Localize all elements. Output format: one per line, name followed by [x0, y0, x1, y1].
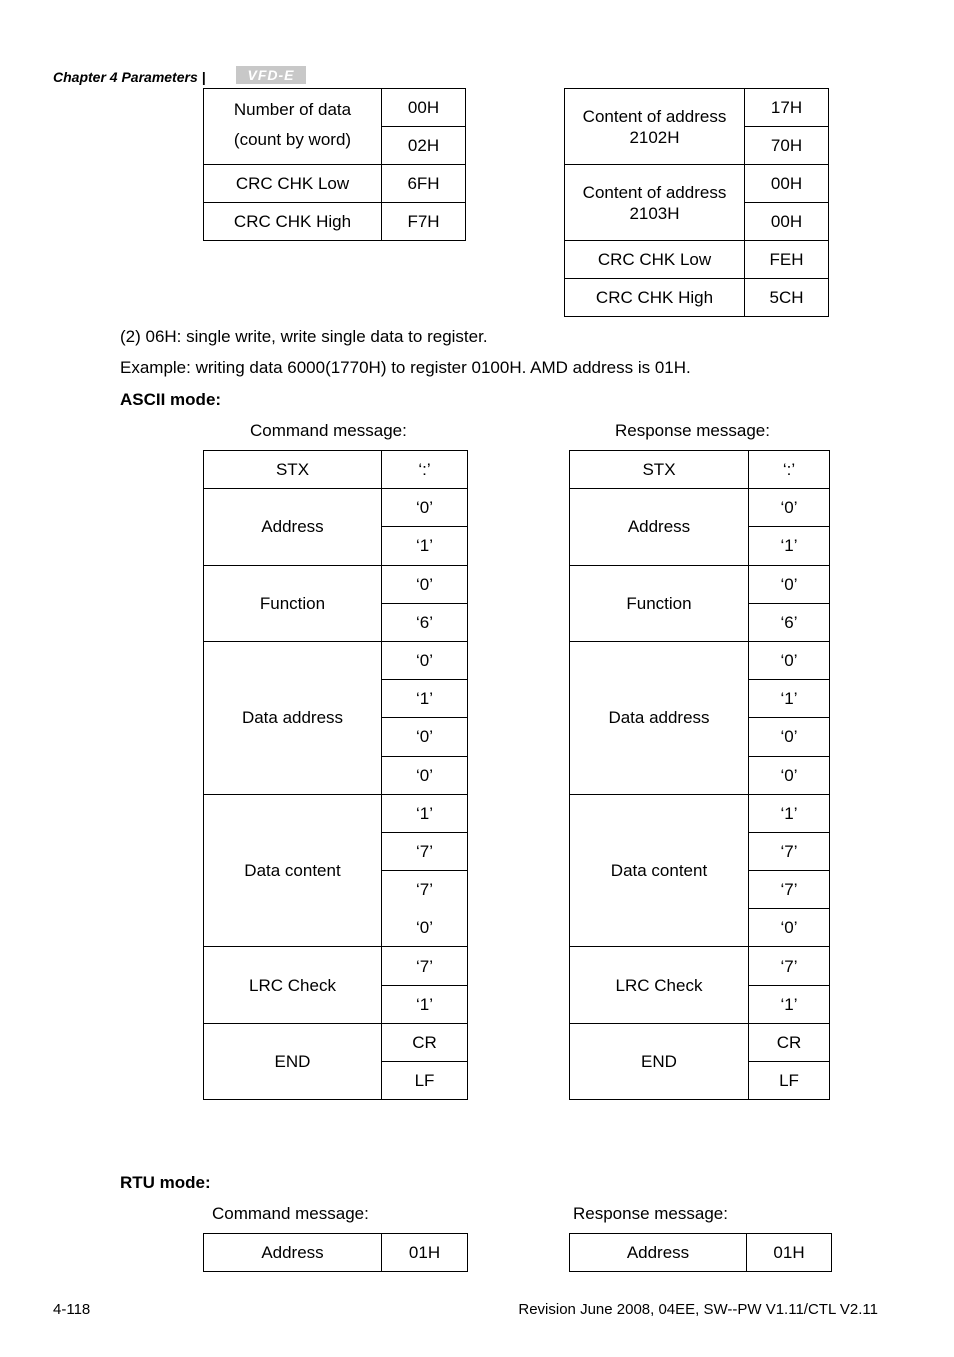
- field-value: ‘0’: [382, 641, 468, 679]
- field-label: END: [570, 1023, 749, 1099]
- field-value: 6FH: [382, 165, 466, 203]
- ascii-response-table: [569, 450, 830, 1100]
- field-value: ‘0’: [749, 756, 830, 794]
- field-value: F7H: [382, 203, 466, 241]
- field-label: CRC CHK High: [565, 279, 745, 317]
- field-label: CRC CHK Low: [204, 165, 382, 203]
- field-value: 01H: [747, 1234, 832, 1272]
- field-value: CR: [382, 1023, 468, 1061]
- table-row: [204, 1234, 468, 1272]
- table-row: [570, 794, 830, 832]
- rtu-mode-heading: RTU mode:: [120, 1173, 211, 1192]
- field-value: ‘0’: [382, 909, 468, 947]
- field-label: Content of address 2103H: [565, 165, 745, 241]
- table-row: [565, 165, 829, 203]
- field-label: Address: [204, 489, 382, 565]
- field-label: Data content: [570, 794, 749, 947]
- field-value: 70H: [745, 127, 829, 165]
- table-row: [204, 947, 468, 985]
- page-number: 4-118: [53, 1301, 91, 1318]
- table-row: [570, 489, 830, 527]
- field-value: ‘0’: [382, 718, 468, 756]
- table-row: [570, 451, 830, 489]
- rtu-response-table: [569, 1233, 832, 1272]
- table-row: [204, 89, 466, 127]
- crc-table-left: [203, 88, 466, 241]
- field-label: Address: [570, 1234, 747, 1272]
- field-value: ‘1’: [749, 680, 830, 718]
- field-label: END: [204, 1023, 382, 1099]
- field-label: LRC Check: [204, 947, 382, 1023]
- field-value: ‘7’: [382, 871, 468, 909]
- field-value: ‘:’: [382, 451, 468, 489]
- field-value: ‘6’: [382, 603, 468, 641]
- field-value: ‘:’: [749, 451, 830, 489]
- table-row: [204, 794, 468, 832]
- revision-info: Revision June 2008, 04EE, SW--PW V1.11/CTL V2.11: [518, 1301, 878, 1318]
- table-row: [565, 241, 829, 279]
- field-value: ‘1’: [382, 527, 468, 565]
- table-row: [570, 641, 830, 679]
- field-value: ‘0’: [749, 641, 830, 679]
- field-label: CRC CHK Low: [565, 241, 745, 279]
- field-value: ‘0’: [382, 565, 468, 603]
- field-label: Data address: [570, 641, 749, 794]
- field-label: Data address: [204, 641, 382, 794]
- table-row: [570, 565, 830, 603]
- field-value: ‘1’: [382, 794, 468, 832]
- field-value: ‘0’: [749, 565, 830, 603]
- field-value: ‘0’: [749, 909, 830, 947]
- field-value: ‘0’: [382, 489, 468, 527]
- field-value: 5CH: [745, 279, 829, 317]
- field-label: Address: [570, 489, 749, 565]
- table-row: [204, 1023, 468, 1061]
- field-value: CR: [749, 1023, 830, 1061]
- ascii-command-caption: Command message:: [250, 421, 407, 440]
- table-row: [204, 451, 468, 489]
- field-label: Address: [204, 1234, 382, 1272]
- table-row: [570, 1234, 832, 1272]
- field-value: ‘7’: [382, 832, 468, 870]
- table-row: [204, 165, 466, 203]
- field-label: Function: [570, 565, 749, 641]
- field-value: ‘0’: [382, 756, 468, 794]
- chapter-header: Chapter 4 Parameters |: [53, 69, 206, 85]
- table-row: [204, 641, 468, 679]
- field-label: STX: [570, 451, 749, 489]
- table-row: [204, 203, 466, 241]
- field-label: STX: [204, 451, 382, 489]
- field-value: ‘1’: [382, 680, 468, 718]
- rtu-response-caption: Response message:: [573, 1204, 728, 1223]
- content-table-right: [564, 88, 829, 317]
- rtu-command-table: [203, 1233, 468, 1272]
- field-value: 17H: [745, 89, 829, 127]
- field-value: ‘6’: [749, 603, 830, 641]
- ascii-mode-heading: ASCII mode:: [120, 390, 222, 409]
- example-description: Example: writing data 6000(1770H) to register 0100H. AMD address is 01H.: [120, 358, 691, 377]
- field-value: 02H: [382, 127, 466, 165]
- field-label: Content of address 2102H: [565, 89, 745, 165]
- table-row: [570, 1023, 830, 1061]
- field-value: ‘7’: [749, 871, 830, 909]
- field-value: ‘7’: [749, 947, 830, 985]
- field-value: ‘1’: [749, 527, 830, 565]
- vfd-e-logo: VFD-E: [236, 66, 306, 84]
- ascii-response-caption: Response message:: [615, 421, 770, 440]
- table-row: [570, 947, 830, 985]
- single-write-description: (2) 06H: single write, write single data to register.: [120, 327, 488, 346]
- rtu-command-caption: Command message:: [212, 1204, 369, 1223]
- field-value: ‘0’: [749, 489, 830, 527]
- field-label: Function: [204, 565, 382, 641]
- field-value: ‘7’: [749, 832, 830, 870]
- ascii-command-table: [203, 450, 468, 1100]
- field-label: Number of data (count by word): [204, 89, 382, 165]
- table-row: [565, 279, 829, 317]
- field-label: LRC Check: [570, 947, 749, 1023]
- field-value: ‘1’: [382, 985, 468, 1023]
- field-value: 00H: [745, 203, 829, 241]
- field-value: 01H: [382, 1234, 468, 1272]
- field-value: 00H: [382, 89, 466, 127]
- field-value: ‘7’: [382, 947, 468, 985]
- field-value: FEH: [745, 241, 829, 279]
- field-value: LF: [382, 1062, 468, 1100]
- field-value: LF: [749, 1062, 830, 1100]
- table-row: [204, 489, 468, 527]
- field-value: ‘0’: [749, 718, 830, 756]
- field-label: Data content: [204, 794, 382, 947]
- field-value: ‘1’: [749, 985, 830, 1023]
- field-value: 00H: [745, 165, 829, 203]
- table-row: [565, 89, 829, 127]
- table-row: [204, 565, 468, 603]
- field-value: ‘1’: [749, 794, 830, 832]
- field-label: CRC CHK High: [204, 203, 382, 241]
